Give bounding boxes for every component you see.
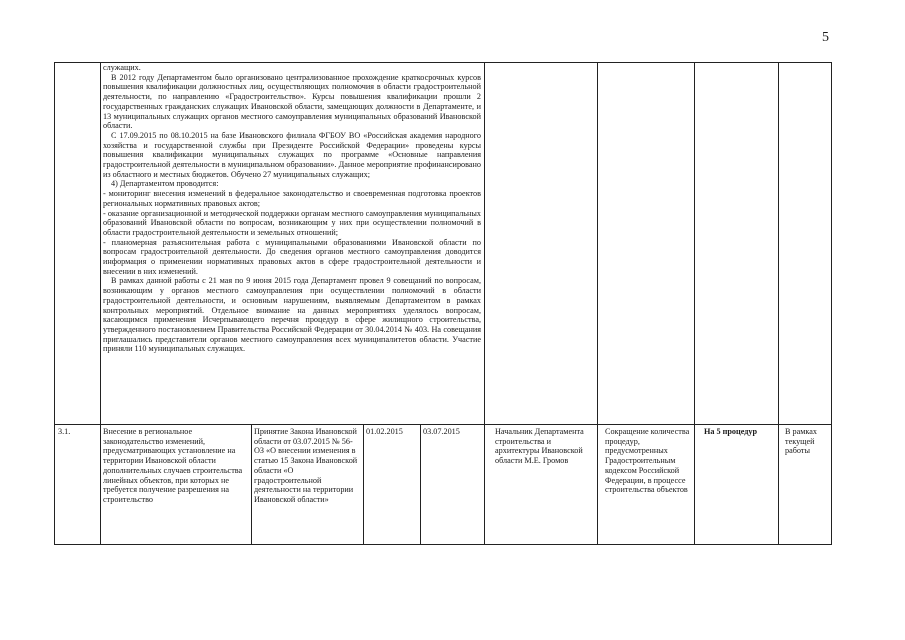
measure-cell: Внесение в региональное законодательство изменений, предусматривающих установление на территории Ивановской области дополнительных случаев строительства линейных объектов, при которых не требуется получение разрешения на строительство xyxy=(103,427,243,504)
col-border xyxy=(54,62,55,545)
page-number: 5 xyxy=(822,30,829,45)
col-border xyxy=(831,62,832,545)
col-border xyxy=(597,62,598,545)
paragraph: С 17.09.2015 по 08.10.2015 на базе Ивановского филиала ФГБОУ ВО «Российская академия народного хозяйства и государственной службы при Президенте Российской Федерации» проведены курсы повышения квалификации муниципальных служащих по программе «Основные направления градостроительной деятельности в муниципальном образовании». Данное мероприятие профинансировано из областного и местных бюджетов. Обучено 27 муниципальных служащих; xyxy=(103,130,481,179)
plan-table xyxy=(54,62,832,545)
col-border xyxy=(363,424,364,545)
table-border-bottom xyxy=(54,544,832,545)
col-border xyxy=(484,62,485,545)
status-cell: В рамках текущей работы xyxy=(785,427,817,456)
col-border xyxy=(251,424,252,545)
paragraph: - планомерная разъяснительная работа с муниципальными образованиями Ивановской области по вопросам градостроительной деятельности. До сведения органов местного самоуправления доводится информация о применении нормативных правовых актов в сфере градостроительной деятельности и внесении в них изменений. xyxy=(103,237,481,276)
col-border xyxy=(420,424,421,545)
upper-row-text xyxy=(103,63,481,423)
paragraph: 4) Департаментом проводится: xyxy=(111,179,219,189)
row-divider xyxy=(54,424,832,425)
row-number: 3.1. xyxy=(58,427,71,436)
paragraph: В 2012 году Департаментом было организовано централизованное прохождение краткосрочных курсов повышения квалификации должностных лиц, осуществляющих полномочия в области градостроительной деятельности, по направлению «Градостроительство». Курсы повышения квалификации прошли 2 государственных гражданских служащих Ивановской области, замещающих должности в Департаменте, и 13 муниципальных служащих органов местного самоуправления муниципальных образований Ивановской области. xyxy=(103,72,481,131)
paragraph: - мониторинг внесения изменений в федеральное законодательство и своевременная подготовка проектов региональных нормативных правовых актов; xyxy=(103,189,481,208)
paragraph: - оказание организационной и методической поддержки органам местного самоуправления муниципальных образований Ивановской области по вопросам, возникающим у них при осуществлении полномочий в области градостроительной деятельности и земельных отношений; xyxy=(103,208,481,237)
paragraph: В рамках данной работы с 21 мая по 9 июня 2015 года Департамент провел 9 совещаний по вопросам, возникающим у органов местного самоуправления при осуществлении полномочий в области градостроительной деятельности, и основным нарушениям, выявляемым Департаментом в рамках контрольных мероприятий. Отдельное внимание на данных мероприятиях уделялось вопросам, касающимся применения Исчерпывающего перечня процедур в сфере жилищного строительства, утвержденного постановлением Правительства Российской Федерации от 30.04.2014 № 403. На совещания приглашались представители органов местного самоуправления всех муниципалитетов области. Участие приняли 110 муниципальных служащих. xyxy=(103,276,481,354)
indicator-cell: Сокращение количества процедур, предусмотренных Градостроительным кодексом Российской Федерации, в процессе строительства объектов xyxy=(605,427,690,495)
responsible-cell: Начальник Департамента строительства и архитектуры Ивановской области М.Е. Громов xyxy=(495,427,584,466)
paragraph: служащих. xyxy=(103,63,141,72)
result-cell: Принятие Закона Ивановской области от 03.07.2015 № 56-ОЗ «О внесении изменения в статью 15 Закона Ивановской области «О градостроительной деятельности на территории Ивановской области» xyxy=(254,427,358,504)
col-border xyxy=(100,62,101,545)
start-date: 01.02.2015 xyxy=(366,427,403,436)
col-border xyxy=(694,62,695,545)
target-cell: На 5 процедур xyxy=(704,427,758,436)
end-date: 03.07.2015 xyxy=(423,427,460,436)
col-border xyxy=(778,62,779,545)
